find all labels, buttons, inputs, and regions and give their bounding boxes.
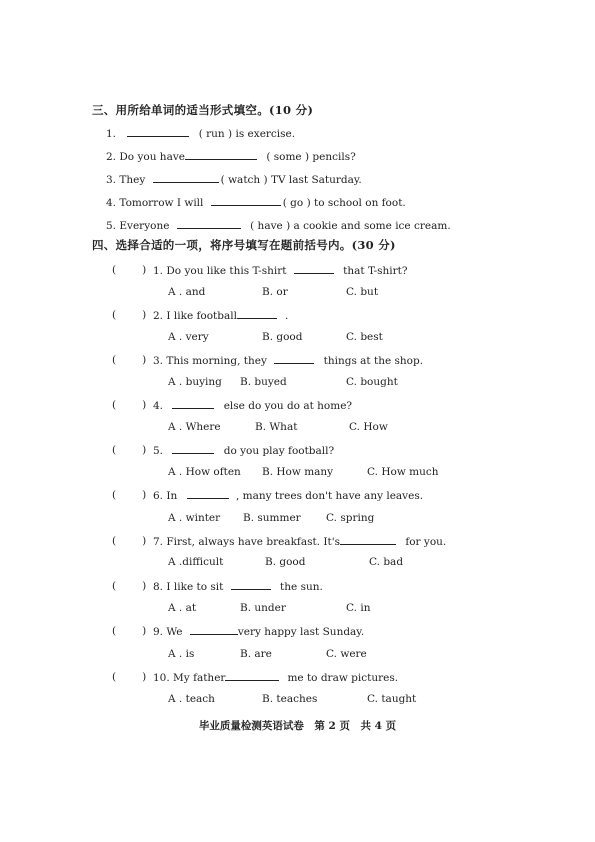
s4-q9-option-a[interactable]: A . is — [168, 648, 195, 660]
s4-q9-option-c[interactable]: C. were — [326, 648, 367, 660]
s3-item-5-blank[interactable] — [177, 218, 241, 229]
s4-q5-option-a[interactable]: A . How often — [168, 466, 241, 478]
s3-item-1 — [106, 126, 295, 141]
s4-q7-blank — [340, 534, 396, 545]
s3-item-2 — [106, 149, 356, 164]
section4-title: 四、选择合适的一项，将序号填写在题前括号内。(30 分) — [92, 238, 396, 252]
s4-q8-answer-slot[interactable]: ( ) — [112, 580, 147, 592]
s4-q6-option-a[interactable]: A . winter — [168, 512, 221, 524]
s4-q3-blank — [274, 353, 314, 364]
s3-item-3-num: 3. — [106, 174, 117, 186]
s4-q10-blank — [225, 670, 279, 681]
s4-q4-option-b[interactable]: B. What — [255, 421, 298, 433]
s4-q9-answer-slot[interactable]: ( ) — [112, 625, 147, 637]
s4-q1-option-c[interactable]: C. but — [346, 286, 379, 298]
s4-q3-stem: 3. This morning, they things at the shop. — [153, 355, 424, 367]
s3-item-2-pre: Do you have — [119, 151, 185, 163]
s4-q7-option-c[interactable]: C. bad — [369, 556, 404, 568]
s3-item-5-pre: Everyone — [119, 220, 170, 232]
s4-q6-option-c[interactable]: C. spring — [326, 512, 375, 524]
s4-q10-option-b[interactable]: B. teaches — [262, 693, 318, 705]
s4-q1-answer-slot[interactable]: ( ) — [112, 264, 147, 276]
s4-q1-blank — [294, 263, 334, 274]
s3-item-1-blank[interactable] — [127, 126, 189, 137]
s4-q2-option-c[interactable]: C. best — [346, 331, 383, 343]
s3-item-4-blank[interactable] — [211, 195, 281, 206]
s3-item-2-blank[interactable] — [185, 149, 257, 160]
s3-item-4 — [106, 195, 406, 210]
s4-q7-answer-slot[interactable]: ( ) — [112, 535, 147, 547]
s3-item-3 — [106, 172, 362, 187]
section3-title: 三、用所给单词的适当形式填空。(10 分) — [92, 103, 314, 117]
s3-item-5 — [106, 218, 451, 233]
s4-q4-stem: 4. else do you do at home? — [153, 400, 353, 412]
s4-q10-option-a[interactable]: A . teach — [168, 693, 215, 705]
s4-q5-blank — [172, 443, 214, 454]
s3-item-4-num: 4. — [106, 197, 117, 209]
s3-item-3-blank[interactable] — [153, 172, 219, 183]
s3-item-1-num: 1. — [106, 128, 117, 140]
s3-item-5-num: 5. — [106, 220, 117, 232]
s3-item-4-pre: Tomorrow I will — [119, 197, 204, 209]
s4-q4-option-a[interactable]: A . Where — [168, 421, 221, 433]
s4-q9-option-b[interactable]: B. are — [240, 648, 272, 660]
s4-q3-option-a[interactable]: A . buying — [168, 376, 222, 388]
s4-q6-option-b[interactable]: B. summer — [243, 512, 301, 524]
page-footer: 毕业质量检测英语试卷 第 2 页 共 4 页 — [198, 720, 397, 732]
s3-item-5-hint: ( have ) a cookie and some ice cream. — [250, 220, 451, 232]
s4-q7-stem: 7. First, always have breakfast. It's for you. — [153, 536, 447, 548]
s3-item-1-hint: ( run ) is exercise. — [198, 128, 296, 140]
s4-q1-option-a[interactable]: A . and — [168, 286, 206, 298]
s4-q6-blank — [187, 488, 229, 499]
s4-q1-option-b[interactable]: B. or — [262, 286, 288, 298]
s4-q5-option-c[interactable]: C. How much — [367, 466, 439, 478]
s4-q4-answer-slot[interactable]: ( ) — [112, 399, 147, 411]
s4-q2-blank — [237, 308, 277, 319]
s4-q2-option-a[interactable]: A . very — [168, 331, 209, 343]
s4-q7-option-a[interactable]: A .difficult — [168, 556, 224, 568]
s4-q2-stem: 2. I like football . — [153, 310, 289, 322]
s4-q8-blank — [231, 579, 271, 590]
s4-q2-answer-slot[interactable]: ( ) — [112, 309, 147, 321]
s4-q5-answer-slot[interactable]: ( ) — [112, 444, 147, 456]
s4-q4-blank — [172, 398, 214, 409]
s4-q8-option-b[interactable]: B. under — [240, 602, 286, 614]
s4-q6-answer-slot[interactable]: ( ) — [112, 489, 147, 501]
s4-q2-option-b[interactable]: B. good — [262, 331, 303, 343]
s3-item-2-num: 2. — [106, 151, 117, 163]
s4-q3-answer-slot[interactable]: ( ) — [112, 354, 147, 366]
s4-q5-option-b[interactable]: B. How many — [262, 466, 334, 478]
s4-q8-option-a[interactable]: A . at — [168, 602, 197, 614]
s3-item-3-hint: ( watch ) TV last Saturday. — [220, 174, 362, 186]
s3-item-4-hint: ( go ) to school on foot. — [282, 197, 406, 209]
s4-q4-option-c[interactable]: C. How — [349, 421, 388, 433]
s4-q10-stem: 10. My father me to draw pictures. — [153, 672, 399, 684]
s4-q7-option-b[interactable]: B. good — [265, 556, 306, 568]
s4-q1-stem: 1. Do you like this T-shirt that T-shirt? — [153, 265, 408, 277]
s4-q3-option-c[interactable]: C. bought — [346, 376, 398, 388]
s4-q10-answer-slot[interactable]: ( ) — [112, 671, 147, 683]
s4-q9-blank — [190, 624, 238, 635]
s4-q8-option-c[interactable]: C. in — [346, 602, 371, 614]
s4-q8-stem: 8. I like to sit the sun. — [153, 581, 323, 593]
s4-q3-option-b[interactable]: B. buyed — [240, 376, 287, 388]
s3-item-3-pre: They — [119, 174, 146, 186]
s4-q5-stem: 5. do you play football? — [153, 445, 335, 457]
s3-item-2-hint: ( some ) pencils? — [266, 151, 356, 163]
s4-q10-option-c[interactable]: C. taught — [367, 693, 417, 705]
s4-q9-stem: 9. We very happy last Sunday. — [153, 626, 365, 638]
s4-q6-stem: 6. In , many trees don't have any leaves. — [153, 490, 424, 502]
